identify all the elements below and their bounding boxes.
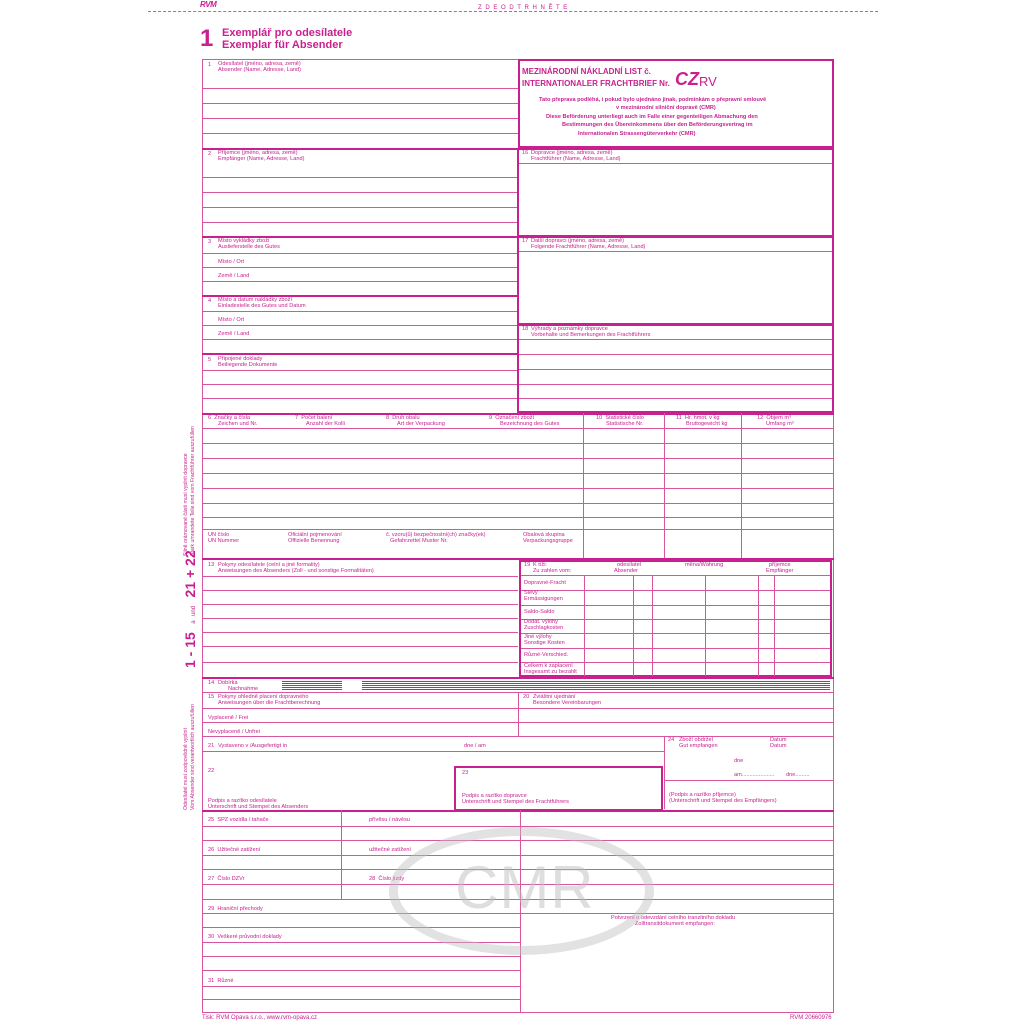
field-16-label-de: Frachtführer (Name, Adresse, Land): [531, 156, 621, 162]
field-19-sender-cz: odesílatel: [617, 562, 641, 568]
field-26-label: 26 Užitečné zatížení: [208, 847, 261, 853]
field-12-label: 12 Objem m³: [757, 415, 791, 421]
payment-row-3: Saldo-Saldo: [524, 609, 555, 615]
header-text-cz-2: v mezinárodní silniční dopravě (CMR): [616, 105, 716, 111]
copy-label-cz: Exemplář pro odesílatele: [222, 27, 353, 39]
field-8-label-de: Art der Verpackung: [397, 421, 445, 427]
field-17-number: 17: [522, 238, 529, 244]
field-22-signature-cz: Podpis a razítko odesílatele: [208, 798, 277, 804]
field-5-label-de: Beiliegende Dokumente: [218, 362, 278, 368]
field-13-number: 13: [208, 562, 215, 568]
field-24-am: am.....................: [734, 772, 775, 778]
field-19-currency: měna/Währung: [685, 562, 724, 568]
field-16-label-cz: Dopravce (jméno, adresa, země): [531, 150, 613, 156]
field-24-dne: dne: [734, 758, 744, 764]
field-23-signature-de: Unterschrift und Stempel des Frachtführers: [462, 799, 569, 805]
payment-row-6: Různé-Verschied.: [524, 652, 569, 658]
field-14-label-de: Nachnahme: [228, 686, 259, 692]
tear-label: Z D E O D T R H N Ě T E: [474, 5, 572, 11]
field-17-label-cz: Další dopravci (jméno, adresa, země): [531, 238, 624, 244]
field-24-signature-de: (Unterschrift und Stempel des Empfängers): [669, 798, 777, 804]
header-text-cz-1: Tato přeprava podléhá, i pokud bylo ujednáno jinak, podmínkám o přepravní smlouvě: [539, 97, 767, 103]
field-24-number: 24: [668, 737, 675, 743]
side-note2-de: Vom Absender sind verantwortlich auszufüllen: [190, 704, 196, 810]
field-6-label-de: Zeichen und Nr.: [218, 421, 258, 427]
transit-confirm-cz: Potvrzení o odevzdání celního tranzitního dokladu: [611, 915, 736, 921]
un-name-de: Offizielle Benennung: [288, 538, 340, 544]
field-22-number: 22: [208, 768, 215, 774]
header-text-de-1: Diese Beförderung unterliegt auch im Falle einer gegenteiligen Abmachung den: [546, 114, 758, 120]
field-19-label-de: Zu zahlen vom:: [533, 568, 572, 574]
field-25-label: 25 SPZ vozidla / tahače: [208, 817, 269, 823]
field-25-trailer: přívěsu / návěsu: [369, 817, 411, 823]
payment-row-4-cz: Dodat. výlohy: [524, 619, 558, 625]
field-4-place: Místo / Ort: [218, 317, 245, 323]
un-label-cz: č. vzoru(ů) bezpečnostní(ch) značky(ek): [386, 532, 486, 538]
field-8-label: 8 Druh obalu: [386, 415, 420, 421]
payment-row-5-de: Sonstige Kosten: [524, 640, 565, 646]
copy-label-de: Exemplar für Absender: [222, 39, 343, 51]
field-20-label-de: Besondere Vereinbarungen: [533, 700, 602, 706]
series-code: RV: [699, 74, 717, 89]
un-number-de: UN Nummer: [208, 538, 240, 544]
field-2-label-de: Empfänger (Name, Adresse, Land): [218, 156, 305, 162]
field-23-number: 23: [462, 770, 469, 776]
field-23-signature-cz: Podpis a razítko dopravce: [462, 793, 527, 799]
field-2-number: 2: [208, 151, 212, 157]
transit-confirm-de: Zolltransitdokument empfangen:: [635, 921, 715, 927]
field-7-label-de: Anzahl der Kolli: [306, 421, 345, 427]
field-15-label-de: Anweisungen über die Frachtberechnung: [218, 700, 321, 706]
footer-code: RVM 20660976: [790, 1015, 832, 1021]
field-11-label: 11 Hr. hmot. v kg: [676, 415, 720, 421]
title-cz: MEZINÁRODNÍ NÁKLADNÍ LIST č.: [522, 67, 651, 76]
field-13-label-cz: Pokyny odesílatele (celní a jiné formality): [218, 562, 320, 568]
header-text-de-3: Internationalen Strassengüterverkehr (CMR): [578, 131, 696, 137]
field-21-date: dne / am: [464, 743, 486, 749]
field-24-label-cz: Zboží obdržel: [679, 737, 713, 743]
field-17-label-de: Folgende Frachtführer (Name, Adresse, Land): [531, 244, 646, 250]
field-1-label-de: Absender (Name, Adresse, Land): [218, 67, 302, 73]
field-19-recipient-de: Empfänger: [766, 568, 794, 574]
field-4-country: Země / Land: [218, 331, 250, 337]
un-label-de: Gefahrzettel Muster Nr.: [390, 538, 448, 544]
payment-row-7-cz: Celkem k zaplacení: [524, 663, 573, 669]
field-12-label-de: Umfang m³: [766, 421, 794, 427]
side-note-cz: Silně orámované části musí vyplnit dopravce: [183, 453, 189, 556]
field-20-label-cz: Zvláštní ujednání: [533, 694, 576, 700]
field-15-label-cz: Pokyny ohledně placení dopravného: [218, 694, 309, 700]
field-24-signature-cz: (Podpis a razítko příjemce): [669, 792, 736, 798]
field-5-number: 5: [208, 357, 212, 363]
field-4-label-de: Einladestelle des Gutes und Datum: [218, 303, 306, 309]
field-9-label: 9 Označení zboží: [489, 415, 535, 421]
field-31-label: 31 Různé: [208, 978, 234, 984]
field-15-unpaid: Nevyplaceně / Unfrei: [208, 729, 260, 735]
footer-printer: Tisk: RVM Opava s.r.o., www.rvm-opava.cz: [202, 1015, 318, 1021]
field-14-number: 14: [208, 680, 215, 686]
field-6-label: 6 Značky a čísla: [208, 415, 250, 421]
rvm-logo: RVM: [200, 0, 217, 9]
payment-row-7-de: Insgesamt zu bezahlt: [524, 669, 577, 675]
field-24-date-de: Datum: [770, 743, 787, 749]
field-14-stripe-short: [282, 681, 342, 690]
field-3-number: 3: [208, 239, 212, 245]
field-22-signature-de: Unterschrift und Stempel des Absenders: [208, 804, 309, 810]
field-3-place: Místo / Ort: [218, 259, 245, 265]
field-21-number: 21: [208, 743, 215, 749]
field-29-label: 29 Hraniční přechody: [208, 906, 263, 912]
field-7-label: 7 Počet balení: [295, 415, 333, 421]
field-20-number: 20: [523, 694, 530, 700]
field-1-label-cz: Odesílatel (jméno, adresa, země): [218, 61, 301, 67]
copy-number: 1: [200, 25, 214, 52]
field-3-label-de: Auslieferstelle des Gutes: [218, 244, 280, 250]
field-30-label: 30 Veškeré průvodní doklady: [208, 934, 282, 940]
field-26-trailer: užitečné zatížení: [369, 847, 411, 853]
un-name-cz: Oficiální pojmenování: [288, 532, 342, 538]
field-3-country: Země / Land: [218, 273, 250, 279]
field-18-label-cz: Výhrady a poznámky dopravce: [531, 326, 608, 332]
field-10-label: 10 Statistické číslo: [596, 415, 644, 421]
field-18-number: 18: [522, 326, 529, 332]
side-note-de: Stark umrandete Teile sind vom Frachtführer auszufüllen: [190, 426, 196, 556]
field-16-number: 16: [522, 150, 529, 156]
field-13-label-de: Anweisungen des Absenders (Zoll - und sonstige Formalitäten): [218, 568, 374, 574]
field-15-paid: Vyplaceně / Frei: [208, 715, 249, 721]
field-19-sender-de: Absender: [614, 568, 638, 574]
field-19-recipient-cz: příjemce: [769, 562, 791, 568]
field-19-label-cz: K tíži:: [533, 562, 547, 568]
payment-row-4-de: Zuschlagkosten: [524, 625, 564, 631]
field-24-date-cz: Datum: [770, 737, 787, 743]
field-18-label-de: Vorbehalte und Bemerkungen des Frachtführers: [531, 332, 651, 338]
un-pack-cz: Obalová skupina: [523, 532, 565, 538]
field-19-number: 19: [524, 562, 531, 568]
country-code: CZ: [675, 69, 699, 89]
payment-row-2-cz: Slevy: [524, 590, 538, 596]
payment-row-5-cz: Jiné výlohy: [524, 634, 552, 640]
field-1-number: 1: [208, 62, 212, 68]
payment-row-1: Dopravné-Fracht: [524, 580, 566, 586]
field-21-label: Vystaveno v /Ausgefertigt in: [218, 743, 288, 749]
cmr-watermark-text: CMR: [455, 854, 595, 921]
field-3-label-cz: Místo vykládky zboží: [218, 238, 270, 244]
side-note2-cz: Odesílatel musí zodpovědně vyplnit: [183, 728, 189, 810]
tear-line: [148, 11, 878, 12]
field-24-dne2: dne.........: [786, 772, 810, 778]
header-text-de-2: Bestimmungen des Übereinkommens über den Beförderungsvertrag im: [562, 122, 753, 128]
payment-row-2-de: Ermässigungen: [524, 596, 563, 602]
un-pack-de: Verpackungsgruppe: [523, 538, 573, 544]
field-14-label-cz: Dobírka: [218, 680, 238, 686]
field-5-label-cz: Připojené doklady: [218, 356, 263, 362]
field-27-label: 27 Číslo DZVr: [208, 876, 245, 882]
un-number-cz: UN číslo: [208, 532, 230, 538]
field-24-label-de: Gut empfangen: [679, 743, 718, 749]
field-14-stripe-long: [362, 681, 830, 690]
field-10-label-de: Statistische Nr.: [606, 421, 644, 427]
field-9-label-de: Bezeichnung des Gutes: [500, 421, 560, 427]
field-4-label-cz: Místo a datum nakládky zboží: [218, 297, 292, 303]
field-4-number: 4: [208, 298, 212, 304]
field-15-number: 15: [208, 694, 215, 700]
field-28-label: 28 Číslo jízdy: [369, 876, 405, 882]
side-range: 1 - 15 a und 21 + 22: [182, 550, 198, 668]
title-de: INTERNATIONALER FRACHTBRIEF Nr.: [522, 79, 670, 88]
field-11-label-de: Bruttogewicht kg: [686, 421, 728, 427]
field-2-label-cz: Příjemce (jméno, adresa, země): [218, 150, 298, 156]
